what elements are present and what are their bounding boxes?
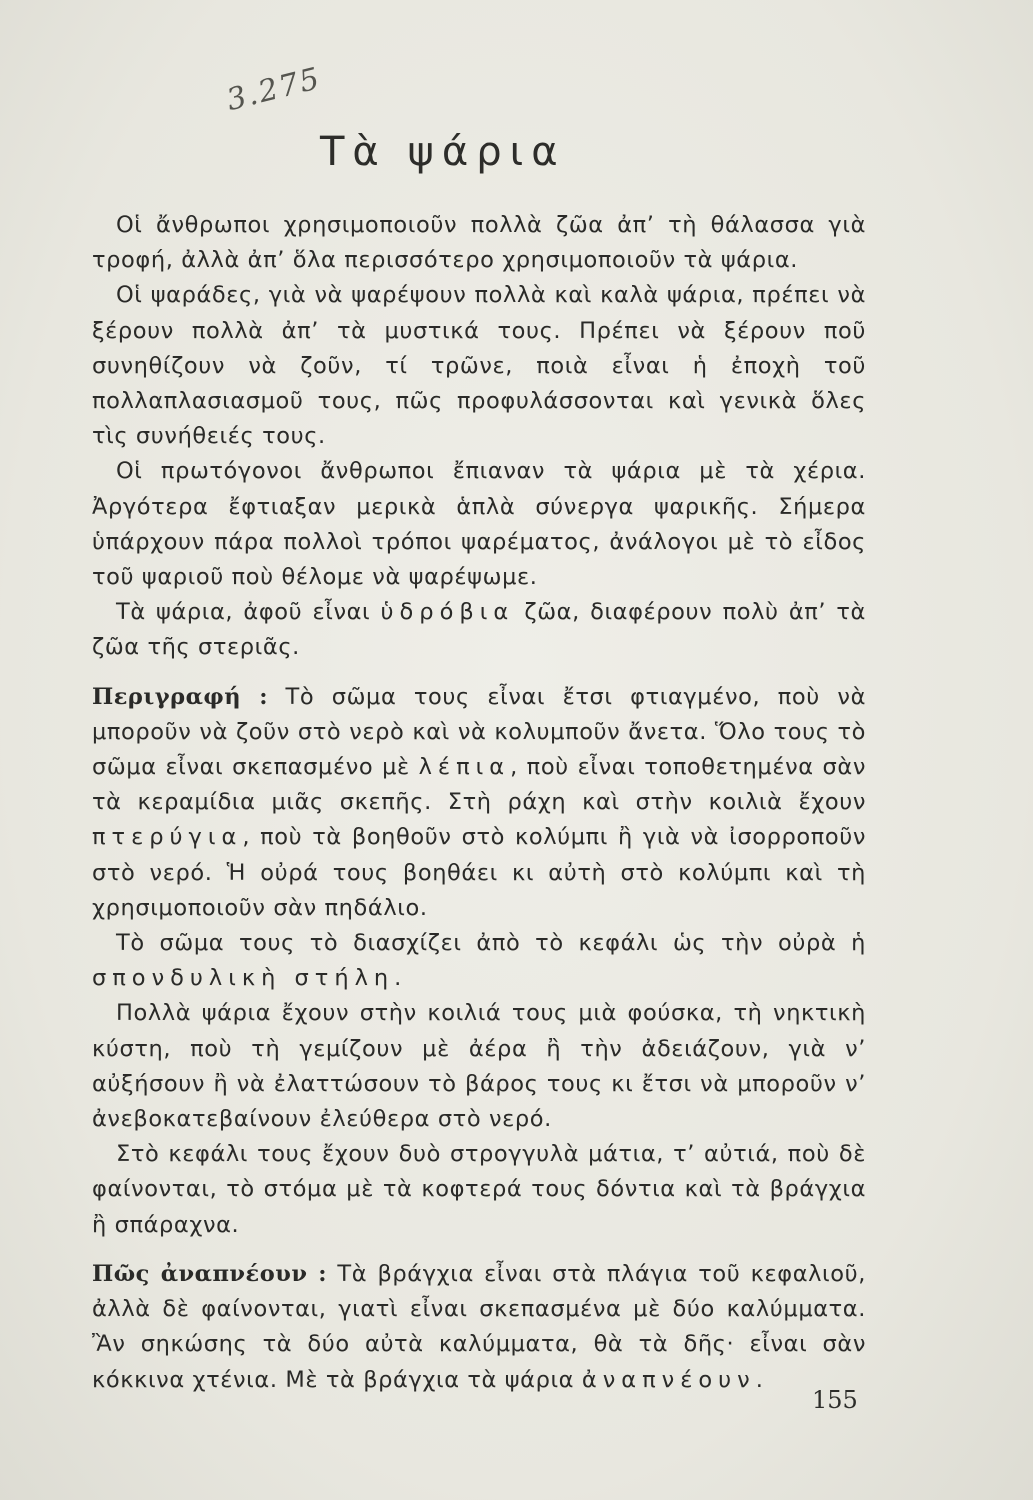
text-run: . xyxy=(755,1366,764,1393)
text-run: ζῶα, διαφέρουν πολὺ ἀπ’ τὰ ζῶα τῆς στεριᾶς. xyxy=(92,599,866,661)
paragraph-history: Οἱ πρωτόγονοι ἄνθρωποι ἔπιαναν τὰ ψάρια μὲ τὰ χέρια. Ἀργότερα ἔφτιαξαν μερικὰ ἁπλὰ σύνεργα ψαρικῆς. Σήμερα ὑπάρχουν πάρα πολλοὶ τρόποι ψαρέματος, ἀνάλογοι μὲ τὸ εἶδος τοῦ ψαριοῦ ποὺ θέλομε νὰ ψαρέψωμε. xyxy=(92,458,866,591)
body-text xyxy=(92,208,866,1398)
paragraph-breathing xyxy=(92,1257,866,1398)
spaced-term: σπονδυλικὴ στήλη xyxy=(92,965,395,992)
text-run: Τὸ σῶμα τους τὸ διασχίζει ἀπὸ τὸ κεφάλι ὡς τὴν οὐρὰ ἡ xyxy=(116,930,866,957)
paragraph-head: Στὸ κεφάλι τους ἔχουν δυὸ στρογγυλὰ μάτια, τ’ αὐτιά, ποὺ δὲ φαίνονται, τὸ στόμα μὲ τὰ κοφτερά τους δόντια καὶ τὰ βράγχια ἢ σπάραχνα. xyxy=(92,1141,866,1238)
paragraph-intro: Οἱ ἄνθρωποι χρησιμοποιοῦν πολλὰ ζῶα ἀπ’ τὴ θάλασσα γιὰ τροφή, ἀλλὰ ἀπ’ ὅλα περισσότερο χρησιμοποιοῦν τὰ ψάρια. xyxy=(92,212,866,274)
spaced-term: λέπια xyxy=(418,754,511,781)
spaced-term: πτερύγια xyxy=(92,824,243,851)
handwritten-note: 3.275 xyxy=(223,60,325,119)
page-title: Τὰ ψάρια xyxy=(320,128,566,175)
spaced-term: ἀναπνέουν xyxy=(581,1366,756,1393)
text-run: , ποὺ τὰ βοηθοῦν στὸ κολύμπι ἢ γιὰ νὰ ἰσορροποῦν στὸ νερό. Ἡ οὐρά τους βοηθάει κι αὐτὴ στὸ κολύμπι καὶ τὴ χρησιμοποιοῦν σὰν πηδάλιο. xyxy=(92,824,866,921)
text-run: Τὰ ψάρια, ἀφοῦ εἶναι xyxy=(116,599,381,626)
page-number: 155 xyxy=(812,1386,858,1414)
paragraph-description xyxy=(92,680,866,926)
paragraph-aquatic xyxy=(92,595,866,665)
spaced-term: ὑδρόβια xyxy=(380,599,515,626)
text-run: Τὸ σῶμα τους εἶναι ἔτσι φτιαγμένο, ποὺ νὰ μποροῦν νὰ ζοῦν στὸ νερὸ καὶ νὰ κολυμποῦν ἄνετα. Ὅλο τους τὸ σῶμα εἶναι σκεπασμένο μὲ xyxy=(92,683,866,781)
text-run: . xyxy=(394,965,402,992)
text-run: Τὰ βράγχια εἶναι στὰ πλάγια τοῦ κεφαλιοῦ, ἀλλὰ δὲ φαίνονται, γιατὶ εἶναι σκεπασμένα μὲ δύο καλύμματα. Ἂν σηκώσης τὰ δύο αὐτὰ καλύμματα, θὰ τὰ δῆς· εἶναι σὰν κόκκινα χτένια. Μὲ τὰ βράγχια τὰ ψάρια xyxy=(92,1260,867,1393)
paragraph-swim-bladder: Πολλὰ ψάρια ἔχουν στὴν κοιλιά τους μιὰ φούσκα, τὴ νηκτικὴ κύστη, ποὺ τὴ γεμίζουν μὲ ἀέρα ἢ τὴν ἀδειάζουν, γιὰ ν’ αὐξήσουν ἢ νὰ ἐλαττώσουν τὸ βάρος τους κι ἔτσι νὰ μποροῦν ν’ ἀνεβοκατεβαίνουν ἐλεύθερα στὸ νερό. xyxy=(92,1000,866,1133)
text-run: , ποὺ εἶναι τοποθετημένα σὰν τὰ κεραμίδια μιᾶς σκεπῆς. Στὴ ράχη καὶ στὴν κοιλιὰ ἔχουν xyxy=(92,754,866,816)
section-heading-breathing: Πῶς ἀναπνέουν : xyxy=(92,1260,328,1287)
section-heading-description: Περιγραφή : xyxy=(92,683,269,710)
paragraph-spine xyxy=(92,926,866,996)
paragraph-fishermen: Οἱ ψαράδες, γιὰ νὰ ψαρέψουν πολλὰ καὶ καλὰ ψάρια, πρέπει νὰ ξέρουν πολλὰ ἀπ’ τὰ μυστικά τους. Πρέπει νὰ ξέρουν ποῦ συνηθίζουν νὰ ζοῦν, τί τρῶνε, ποιὰ εἶναι ἡ ἐποχὴ τοῦ πολλαπλασιασμοῦ τους, πῶς προφυλάσσονται καὶ γενικὰ ὅλες τὶς συνήθειές τους. xyxy=(92,282,866,450)
